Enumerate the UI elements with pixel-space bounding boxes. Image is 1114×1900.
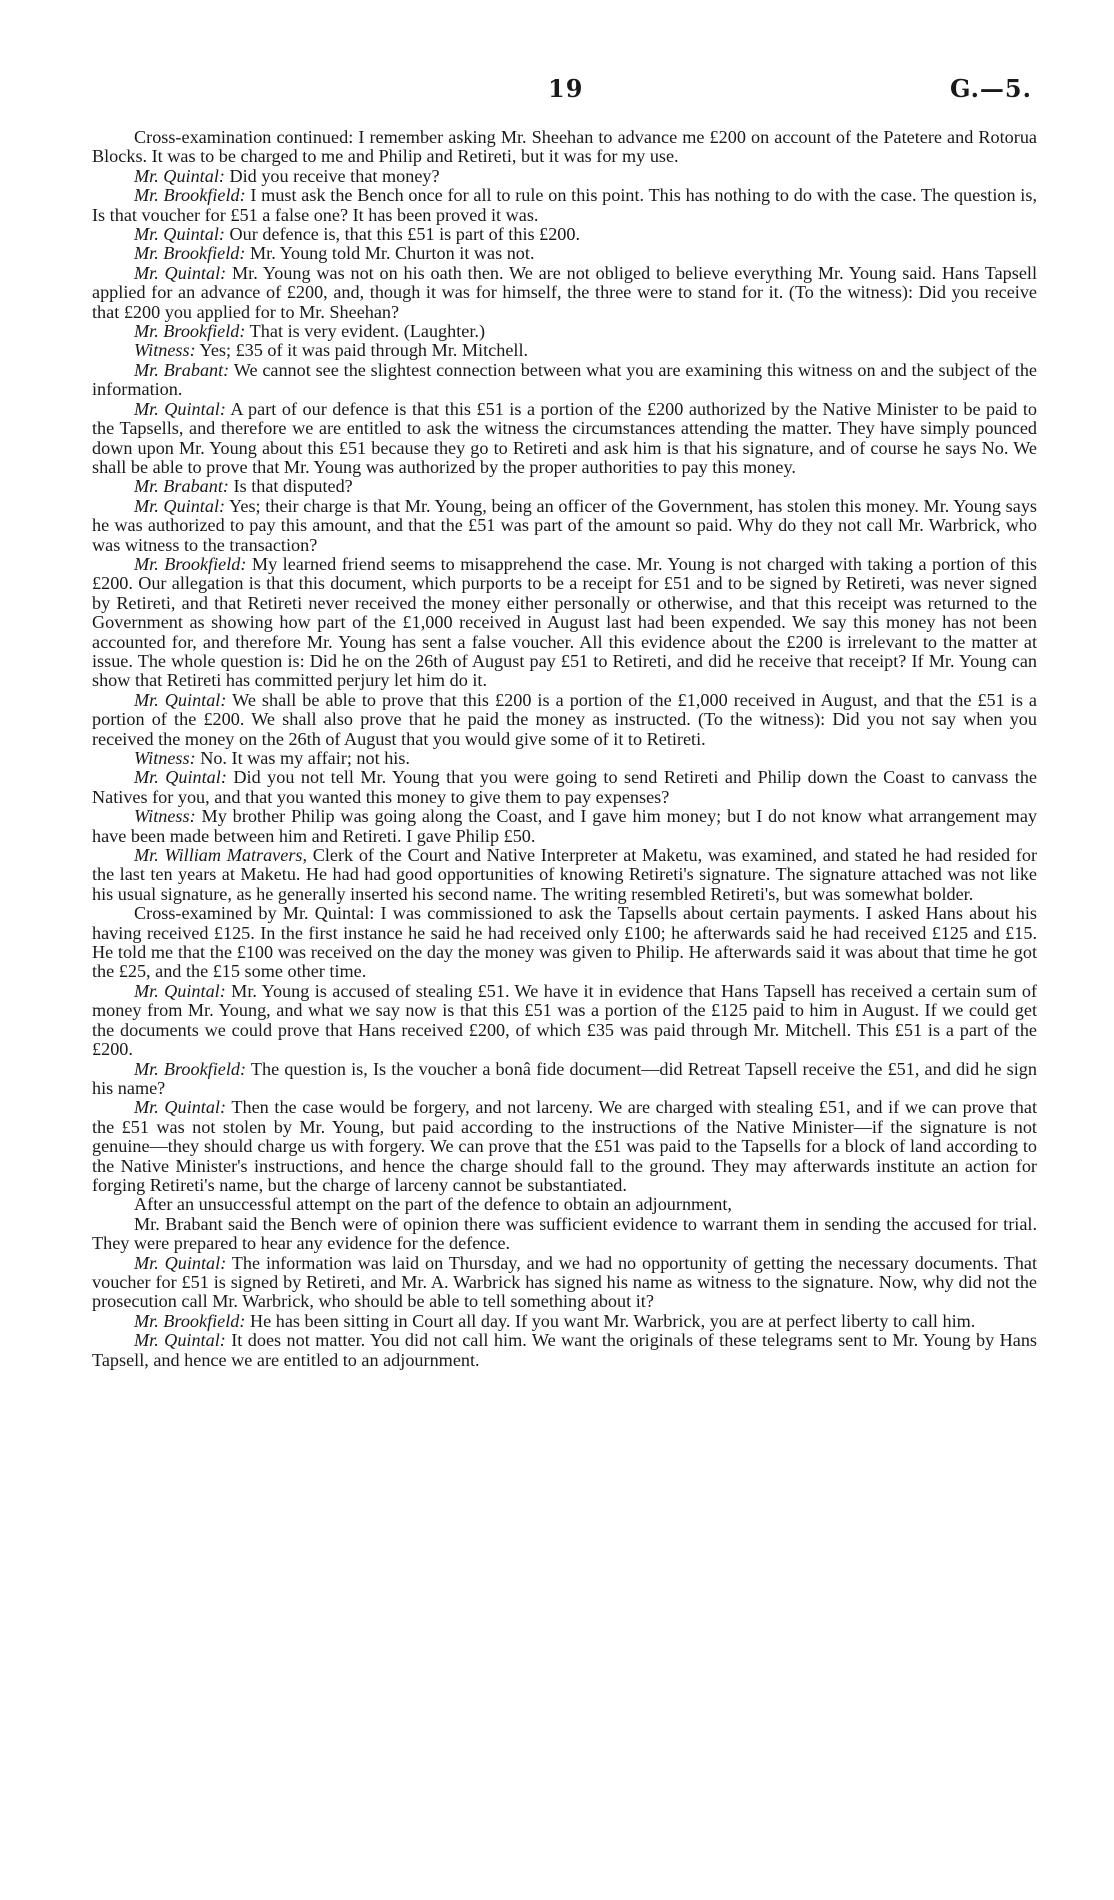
speaker-label: Mr. Brabant: xyxy=(134,476,229,497)
paragraph xyxy=(92,846,1037,904)
paragraph-text: It does not matter. You did not call him. We want the originals of these telegrams sent to Mr. Young by Hans Tapsell, and hence we are entitled to an adjournment. xyxy=(92,1330,1037,1370)
paragraph-text: My learned friend seems to misapprehend the case. Mr. Young is not charged with taking a portion of this £200. Our allegation is that this document, which purports to be a receipt for £51 and to be signed by Retireti, was never signed by Retireti, and that Retireti never received the money either personally or otherwise, and that this receipt was returned to the Government as showing how part of the £1,000 received in August last had been expended. We say this money has not been accounted for, and therefore Mr. Young has sent a false voucher. All this evidence about the £200 is irrelevant to the matter at issue. The whole question is: Did he on the 26th of August pay £51 to Retireti, and did he receive that receipt? If Mr. Young can show that Retireti has committed perjury let him do it. xyxy=(92,553,1037,691)
page-number: 19 xyxy=(548,74,584,103)
paragraph-text: The question is, Is the voucher a bonâ fide document—did Retreat Tapsell receive the £51, and did he sign his name? xyxy=(92,1058,1037,1098)
paragraph xyxy=(92,244,1037,263)
speaker-label: Witness: xyxy=(134,806,196,827)
speaker-label: Mr. William Matravers, xyxy=(134,845,308,866)
paragraph-text: Clerk of the Court and Native Interpreter at Maketu, was examined, and stated he had resided for the last ten years at Maketu. He had had good opportunities of knowing Retireti's signature. The signature attached was not like his usual signature, as he generally inserted his second name. The writing resembled Retireti's, but was somewhat bolder. xyxy=(92,845,1037,904)
paragraph-text: Cross-examination continued: I remember asking Mr. Sheehan to advance me £200 on account of the Patetere and Rotorua Blocks. It was to be charged to me and Philip and Retireti, but it was for my use. xyxy=(92,127,1037,167)
paragraph xyxy=(92,341,1037,360)
speaker-label: Mr. Brookfield: xyxy=(134,1310,246,1331)
paragraph-text: No. It was my affair; not his. xyxy=(195,748,410,768)
paragraph-text: Mr. Young is accused of stealing £51. We have it in evidence that Hans Tapsell has received a certain sum of money from Mr. Young, and what we say now is that this £51 was a portion of the £125 paid to him in August. If we could get the documents we could prove that Hans received £200, of which £35 was paid through Mr. Mitchell. This £51 is a part of the £200. xyxy=(92,980,1038,1060)
speaker-label: Mr. Quintal: xyxy=(134,1330,226,1351)
paragraph-text: Did you not tell Mr. Young that you were going to send Retireti and Philip down the Coast to canvass the Natives for you, and that you wanted this money to give them to pay expenses? xyxy=(92,767,1037,807)
speaker-label: Witness: xyxy=(134,748,196,768)
paragraph xyxy=(92,982,1037,1060)
paragraph-text: Then the case would be forgery, and not larceny. We are charged with stealing £51, and if we can prove that the £51 was not stolen by Mr. Young, but paid according to the instructions of the Native Minister—if the signature is not genuine—they should charge us with forgery. We can prove that the £51 was paid to the Tapsells for a block of land according to the Native Minister's instructions, and hence the charge should fall to the ground. They may afterwards institute an action for forging Retireti's name, but the charge of larceny cannot be substantiated. xyxy=(92,1097,1037,1195)
paragraph-text: Our defence is, that this £51 is part of this £200. xyxy=(224,224,581,245)
paragraph xyxy=(92,322,1037,341)
paragraph xyxy=(92,186,1037,225)
speaker-label: Mr. Quintal: xyxy=(134,398,226,419)
speaker-label: Mr. Quintal: xyxy=(134,980,226,1001)
speaker-label: Mr. Quintal: xyxy=(134,1252,227,1273)
paragraph-text: He has been sitting in Court all day. If you want Mr. Warbrick, you are at perfect liberty to call him. xyxy=(245,1310,976,1331)
speaker-label: Mr. Brookfield: xyxy=(134,1058,247,1079)
speaker-label: Witness: xyxy=(134,340,196,361)
paragraph xyxy=(92,400,1037,478)
speaker-label: Mr. Brookfield: xyxy=(134,553,247,574)
paragraph xyxy=(92,1060,1037,1099)
paragraph-text: Did you receive that money? xyxy=(224,165,440,186)
speaker-label: Mr. Brookfield: xyxy=(134,185,246,206)
page-header xyxy=(0,74,1114,108)
document-code: G.—5. xyxy=(949,74,1032,103)
paragraph-text: Yes; their charge is that Mr. Young, being an officer of the Government, has stolen this money. Mr. Young says he was authorized to pay this amount, and that the £51 was part of the amount so paid. Why do they not call Mr. Warbrick, who was witness to the transaction? xyxy=(92,495,1037,555)
paragraph-text: Mr. Brabant said the Bench were of opinion there was sufficient evidence to warrant them in sending the accused for trial. They were prepared to hear any evidence for the defence. xyxy=(92,1213,1037,1254)
paragraph-text: The information was laid on Thursday, and we had no opportunity of getting the necessary documents. That voucher for £51 is signed by Retireti, and Mr. A. Warbrick has signed his name as witness to the signature. Now, why did not the prosecution call Mr. Warbrick, who should be able to tell something about it? xyxy=(92,1252,1037,1312)
paragraph xyxy=(92,904,1037,982)
speaker-label: Mr. Quintal: xyxy=(134,767,227,788)
speaker-label: Mr. Brabant: xyxy=(134,359,230,380)
paragraph xyxy=(92,691,1037,749)
paragraph xyxy=(92,1312,1037,1331)
paragraph-text: A part of our defence is that this £51 is a portion of the £200 authorized by the Native Minister to be paid to the Tapsells, and therefore we are entitled to ask the witness the circumstances attending the matter. They have simply pounced down upon Mr. Young about this £51 because they go to Retireti and ask him is that his signature, and of course he says No. We shall be able to prove that Mr. Young was authorized by the proper authorities to pay this money. xyxy=(92,398,1038,477)
paragraph xyxy=(92,128,1037,167)
paragraph-text: Yes; £35 of it was paid through Mr. Mitchell. xyxy=(195,340,529,361)
paragraph-text: Mr. Young was not on his oath then. We are not obliged to believe everything Mr. Young said. Hans Tapsell applied for an advance of £200, and, though it was for himself, the three were to stand for it. (To the witness): Did you receive that £200 you applied for to Mr. Sheehan? xyxy=(92,262,1038,322)
paragraph-text: Mr. Young told Mr. Churton it was not. xyxy=(245,243,535,264)
speaker-label: Mr. Quintal: xyxy=(134,1097,227,1118)
paragraph xyxy=(92,1098,1037,1195)
paragraph-text: My brother Philip was going along the Coast, and I gave him money; but I do not know what arrangement may have been made between him and Retireti. I gave Philip £50. xyxy=(92,806,1037,846)
paragraph xyxy=(92,1331,1037,1370)
paragraph-text: After an unsuccessful attempt on the part of the defence to obtain an adjournment, xyxy=(134,1194,732,1215)
document-body xyxy=(92,128,1037,1370)
paragraph xyxy=(92,477,1037,496)
paragraph xyxy=(92,749,1037,768)
paragraph-text: We shall be able to prove that this £200 is a portion of the £1,000 received in August, and that the £51 is a portion of the £200. We shall also prove that he paid the money as instructed. (To the witness): Did you not say when you received the money on the 26th of August that you would give some of it to Retireti. xyxy=(92,689,1037,749)
paragraph xyxy=(92,225,1037,244)
paragraph xyxy=(92,1254,1037,1312)
paragraph xyxy=(92,264,1037,322)
paragraph-text: We cannot see the slightest connection between what you are examining this witness on and the subject of the information. xyxy=(92,359,1038,400)
paragraph xyxy=(92,768,1037,807)
paragraph xyxy=(92,1215,1037,1254)
paragraph xyxy=(92,361,1037,400)
paragraph-text: I must ask the Bench once for all to rule on this point. This has nothing to do with the case. The question is, Is that voucher for £51 a false one? It has been proved it was. xyxy=(92,185,1037,225)
speaker-label: Mr. Brookfield: xyxy=(134,243,246,264)
speaker-label: Mr. Quintal: xyxy=(134,165,225,186)
speaker-label: Mr. Quintal: xyxy=(134,689,227,710)
paragraph xyxy=(92,555,1037,691)
speaker-label: Mr. Quintal: xyxy=(134,495,226,516)
paragraph xyxy=(92,497,1037,555)
speaker-label: Mr. Quintal: xyxy=(134,224,225,245)
paragraph xyxy=(92,167,1037,186)
paragraph xyxy=(92,807,1037,846)
paragraph-text: Cross-examined by Mr. Quintal: I was commissioned to ask the Tapsells about certain payments. I asked Hans about his having received £125. In the first instance he said he had received only £100; he afterwards said he had received £125 and £15. He told me that the £100 was received on the day the money was given to Philip. He afterwards said it was about that time he got the £25, and the £15 some other time. xyxy=(92,903,1037,982)
paragraph-text: That is very evident. (Laughter.) xyxy=(245,321,486,342)
speaker-label: Mr. Quintal: xyxy=(134,262,227,283)
paragraph-text: Is that disputed? xyxy=(228,476,353,497)
speaker-label: Mr. Brookfield: xyxy=(134,321,246,342)
paragraph xyxy=(92,1195,1037,1214)
